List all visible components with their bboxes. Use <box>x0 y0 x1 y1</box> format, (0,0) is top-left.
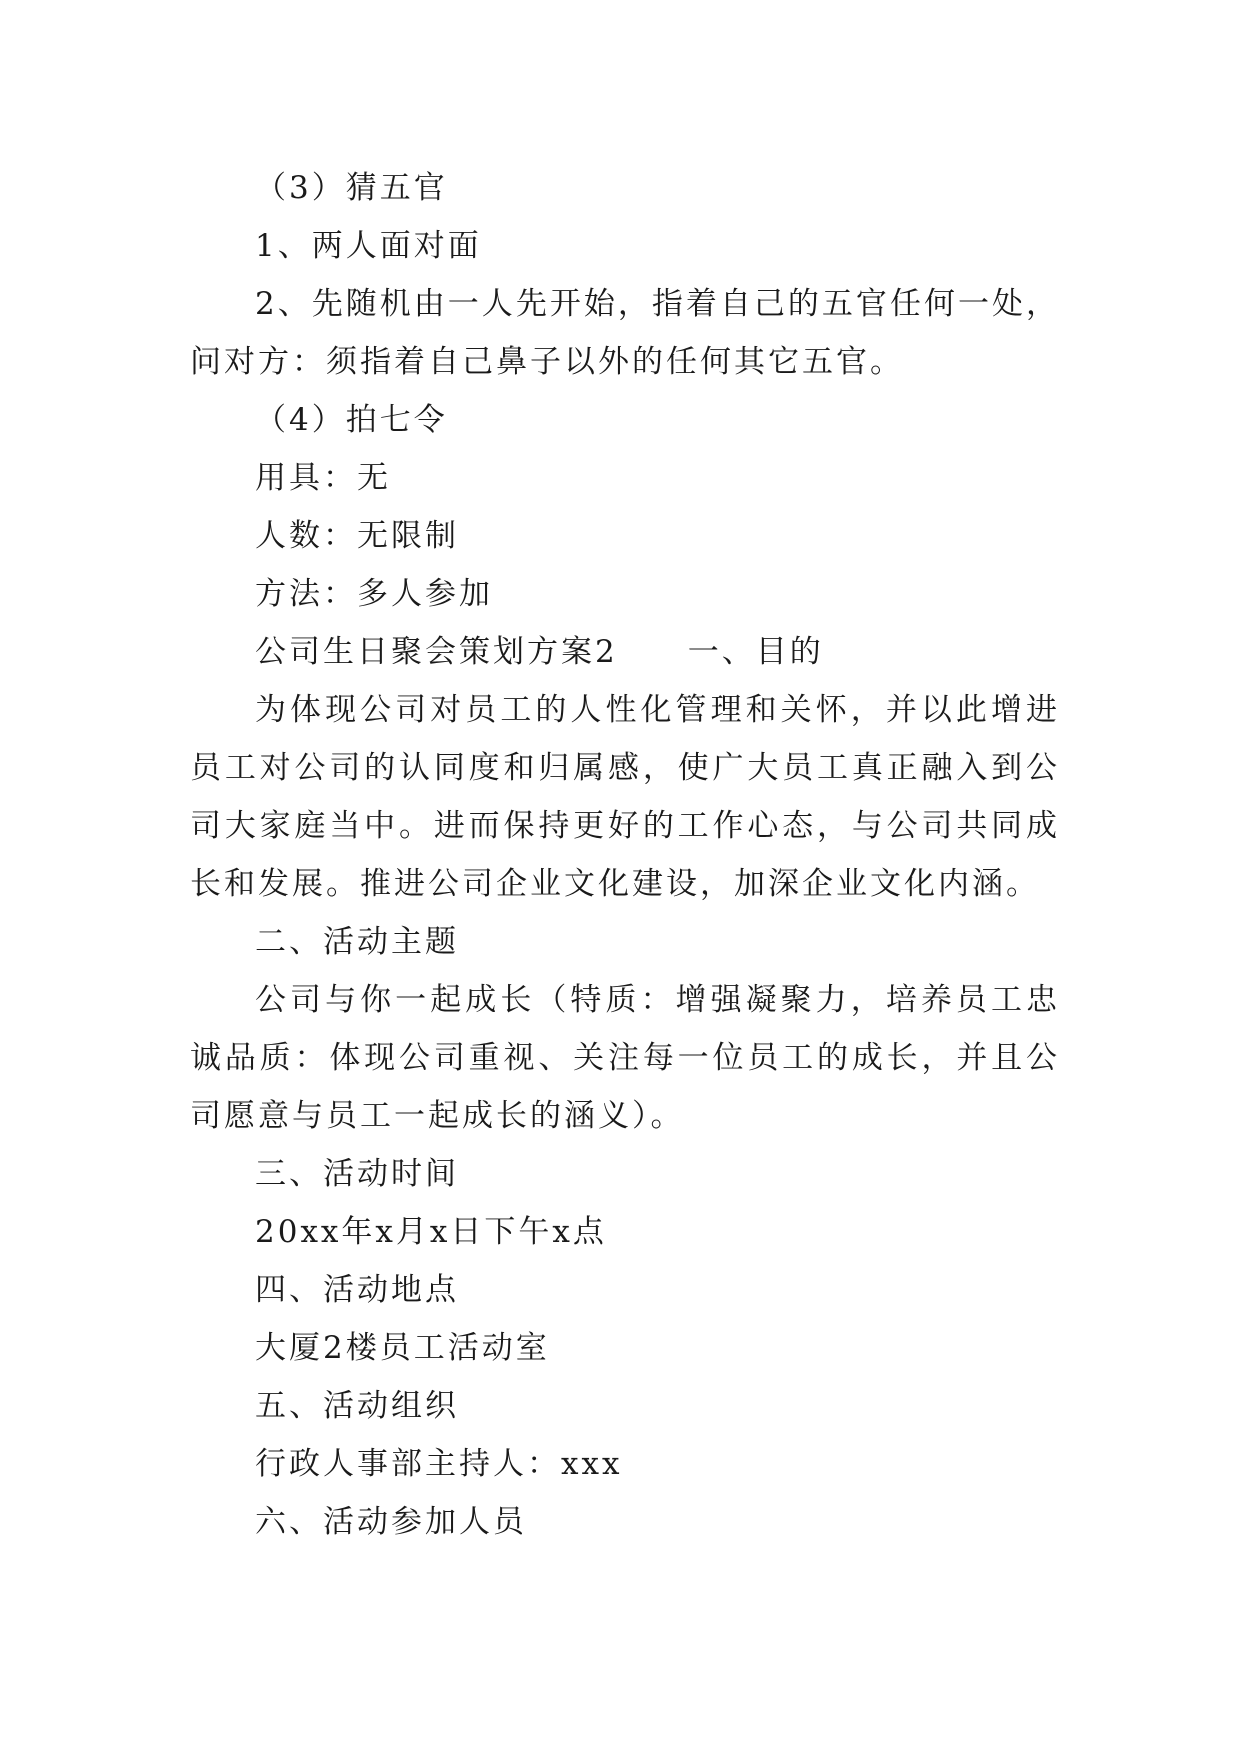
game-step-1: 1、两人面对面 <box>255 228 482 264</box>
game-heading-guess-features: （3）猜五官 <box>255 170 448 206</box>
game-method: 方法：多人参加 <box>255 576 493 612</box>
participants-heading: 六、活动参加人员 <box>255 1504 527 1540</box>
organization-heading: 五、活动组织 <box>255 1388 459 1424</box>
time-heading: 三、活动时间 <box>255 1156 459 1192</box>
plan-title: 公司生日聚会策划方案2 <box>255 634 618 670</box>
purpose-heading: 一、目的 <box>687 634 824 670</box>
section-title-line <box>190 623 1060 681</box>
game-step-2: 2、先随机由一人先开始，指着自己的五官任何一处，问对方：须指着自己鼻子以外的任何其它五官。 <box>190 286 1060 380</box>
document-body <box>190 159 1060 1551</box>
time-value: 20xx年x月x日下午x点 <box>255 1214 607 1250</box>
theme-paragraph: 公司与你一起成长（特质：增强凝聚力，培养员工忠诚品质：体现公司重视、关注每一位员工的成长，并且公司愿意与员工一起成长的涵义）。 <box>190 982 1060 1134</box>
game-tools: 用具：无 <box>255 460 391 496</box>
purpose-paragraph: 为体现公司对员工的人性化管理和关怀，并以此增进员工对公司的认同度和归属感，使广大员工真正融入到公司大家庭当中。进而保持更好的工作心态，与公司共同成长和发展。推进公司企业文化建设，加深企业文化内涵。 <box>190 692 1060 902</box>
game-players: 人数：无限制 <box>255 518 459 554</box>
game-heading-clap-seven: （4）拍七令 <box>255 402 448 438</box>
place-heading: 四、活动地点 <box>255 1272 459 1308</box>
place-value: 大厦2楼员工活动室 <box>255 1330 550 1366</box>
organization-value: 行政人事部主持人：xxx <box>255 1446 623 1482</box>
theme-heading: 二、活动主题 <box>255 924 459 960</box>
